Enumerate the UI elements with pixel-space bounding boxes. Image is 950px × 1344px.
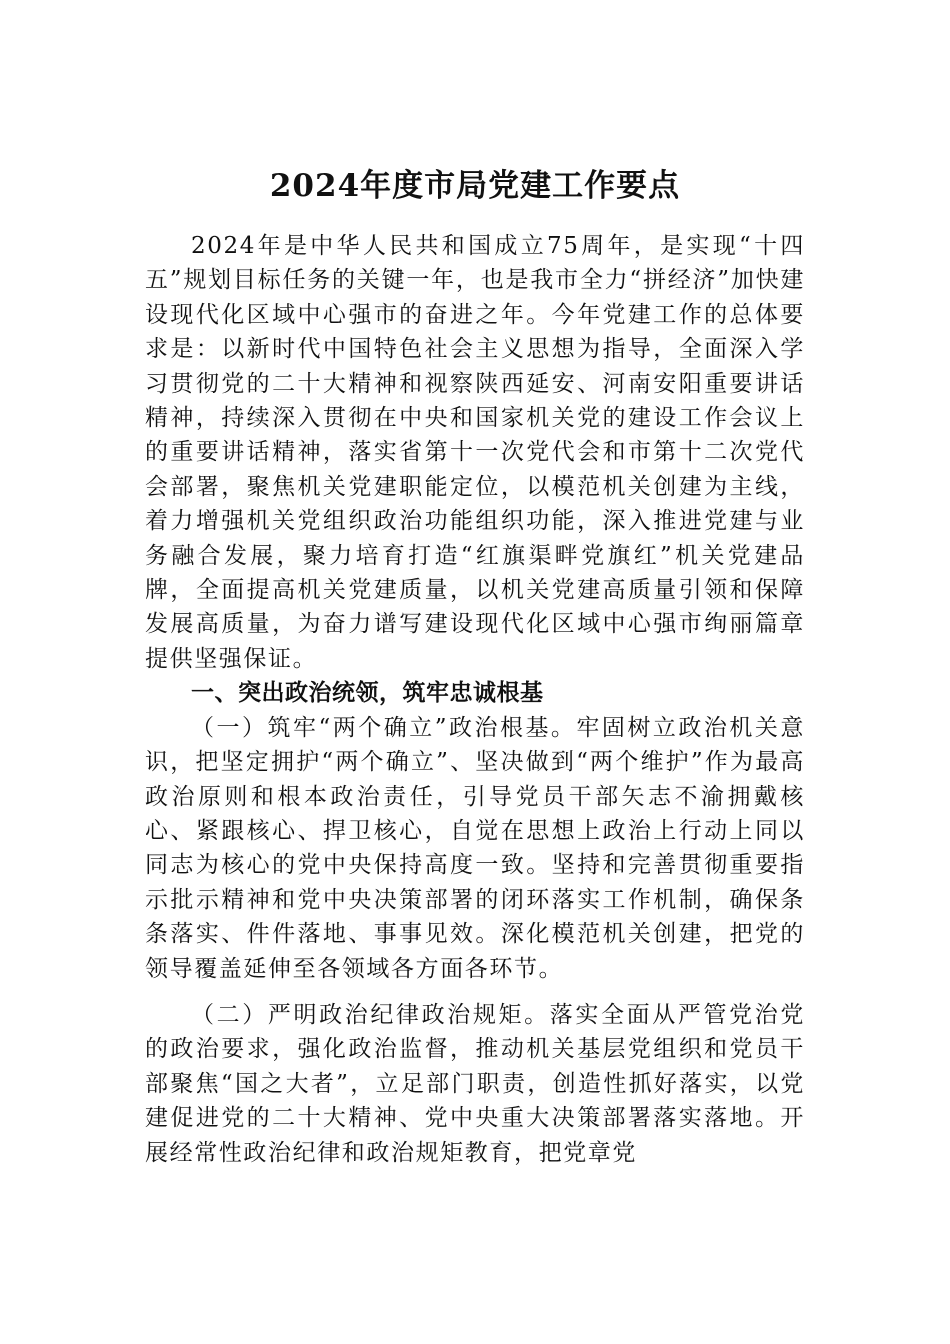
- section-heading-1: 一、突出政治统领，筑牢忠诚根基: [191, 680, 544, 707]
- document-title: 2024年度市局党建工作要点: [269, 168, 681, 204]
- document-body: [145, 229, 805, 1170]
- item-paragraph-2: （二）严明政治纪律政治规矩。落实全面从严管党治党的政治要求，强化政治监督，推动机关基层党组织和党员干部聚焦“国之大者”，立足部门职责，创造性抓好落实，以党建促进党的二十大精神、党中央重大决策部署落实落地。开展经常性政治纪律和政治规矩教育，把党章党: [145, 1001, 805, 1166]
- intro-paragraph: 2024年是中华人民共和国成立75周年，是实现“十四五”规划目标任务的关键一年，也是我市全力“拼经济”加快建设现代化区域中心强市的奋进之年。今年党建工作的总体要求是：以新时代中国特色社会主义思想为指导，全面深入学习贯彻党的二十大精神和视察陕西延安、河南安阳重要讲话精神，持续深入贯彻在中央和国家机关党的建设工作会议上的重要讲话精神，落实省第十一次党代会和市第十二次党代会部署，聚焦机关党建职能定位，以模范机关创建为主线，着力增强机关党组织政治功能组织功能，深入推进党建与业务融合发展，聚力培育打造“红旗渠畔党旗红”机关党建品牌，全面提高机关党建质量，以机关党建高质量引领和保障发展高质量，为奋力谱写建设现代化区域中心强市绚丽篇章提供坚强保证。: [145, 233, 805, 672]
- item-paragraph-1: （一）筑牢“两个确立”政治根基。牢固树立政治机关意识，把坚定拥护“两个确立”、坚决做到“两个维护”作为最高政治原则和根本政治责任，引导党员干部矢志不渝拥戴核心、紧跟核心、捍卫核心，自觉在思想上政治上行动上同以同志为核心的党中央保持高度一致。坚持和完善贯彻重要指示批示精神和党中央决策部署的闭环落实工作机制，确保条条落实、件件落地、事事见效。深化模范机关创建，把党的领导覆盖延伸至各领域各方面各环节。: [145, 714, 805, 982]
